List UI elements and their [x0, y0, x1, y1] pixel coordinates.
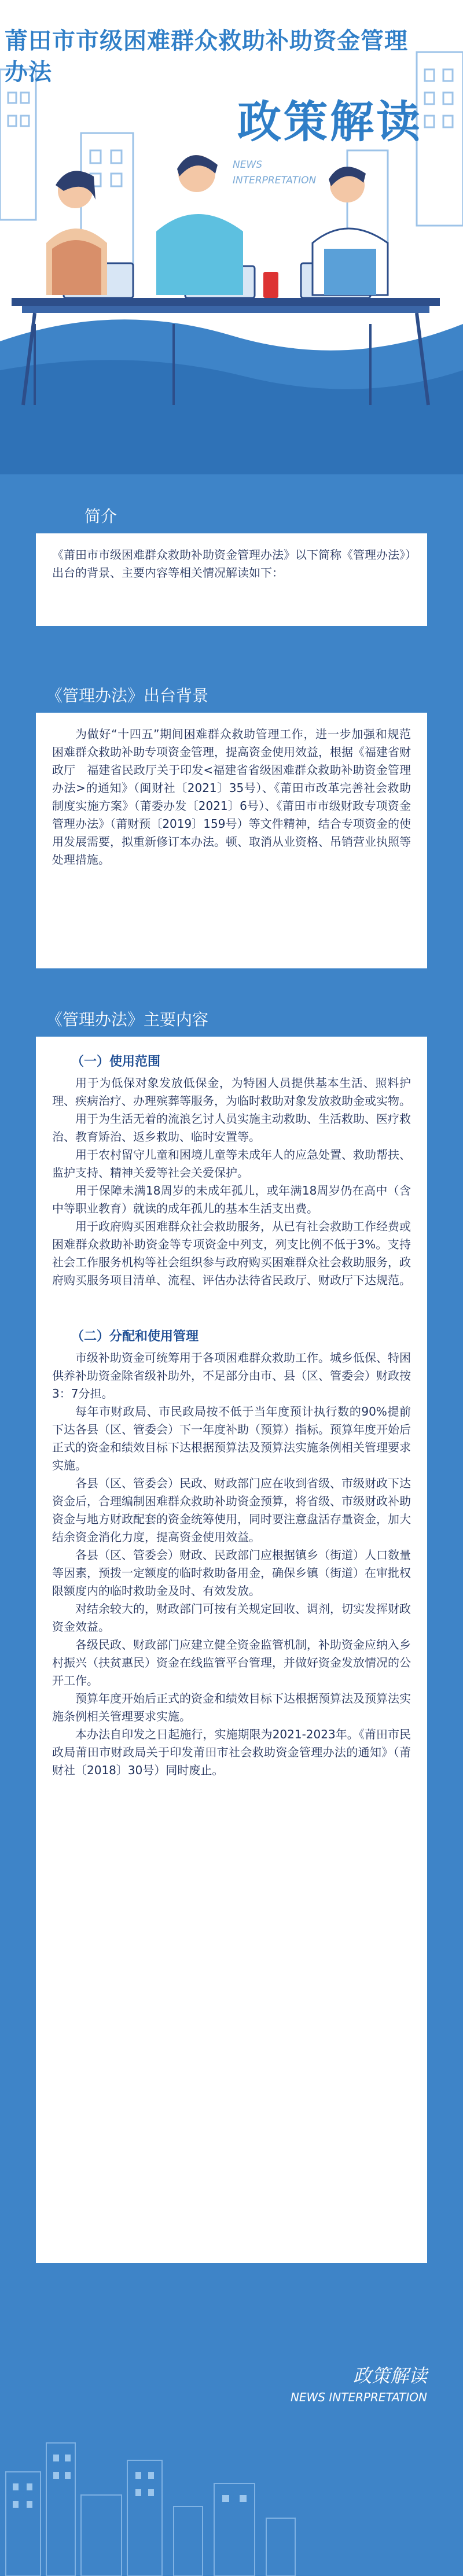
- intro-label: 简介: [36, 503, 170, 530]
- scope-paragraph: 用于保障未满18周岁的未成年孤儿，或年满18周岁仍在高中（含中等职业教育）就读的成年孤儿的基本生活支出费。: [52, 1184, 411, 1215]
- allocation-paragraph: 市级补助资金可统筹用于各项困难群众救助工作。城乡低保、特困供养补助资金除省级补助外，不足部分由市、县（区、管委会）财政按3：7分担。: [52, 1351, 411, 1401]
- headline-policy-interpretation: 政策解读: [237, 96, 422, 148]
- scope-paragraph: 用于为生活无着的流浪乞讨人员实施主动救助、生活救助、医疗救治、教育矫治、返乡救助、临时安置等。: [52, 1112, 411, 1144]
- background-label: 《管理办法》出台背景: [36, 683, 250, 709]
- footer-title: 政策解读: [352, 2365, 427, 2387]
- footer-skyline-illustration: [0, 2402, 463, 2576]
- allocation-paragraph: 各级民政、财政部门应建立健全资金监管机制，补助资金应纳入乡村振兴（扶贫惠民）资金在线监管平台管理，并做好资金发放情况的公开工作。: [52, 1638, 411, 1687]
- header-banner: [0, 0, 463, 474]
- main-content-card: [36, 1037, 427, 2263]
- allocation-paragraph: 每年市财政局、市民政局按不低于当年度预计执行数的90%提前下达各县（区、管委会）下一年度补助（预算）指标。预算年度开始后正式的资金和绩效目标下达根据预算法及预算法实施条例相关管理要求实施。: [52, 1405, 411, 1472]
- allocation-paragraph: 对结余较大的，财政部门可按有关规定回收、调剂，切实发挥财政资金效益。: [52, 1602, 411, 1634]
- subsection-title-allocation: （二）分配和使用管理: [71, 1329, 199, 1344]
- footer-caption: [291, 2363, 427, 2406]
- main-content-label: 《管理办法》主要内容: [36, 1007, 250, 1033]
- allocation-paragraph: 本办法自印发之日起施行，实施期限为2021-2023年。《莆田市民政局莆田市财政局关于印发莆田市社会救助资金管理办法的通知》（莆财社〔2018〕30号）同时废止。: [52, 1727, 411, 1777]
- scope-paragraph: 用于为低保对象发放低保金，为特困人员提供基本生活、照料护理、疾病治疗、办理殡葬等服务，为临时救助对象发放救助金或实物。: [52, 1076, 411, 1108]
- interpretation-word: INTERPRETATION: [233, 175, 317, 186]
- subsection-title-scope: （一）使用范围: [71, 1055, 161, 1069]
- section-spacer: [52, 1289, 411, 1324]
- intro-card: [36, 533, 427, 626]
- intro-text: 《莆田市市级困难群众救助补助资金管理办法》以下简称《管理办法》）出台的背景、主要内容等相关情况解读如下：: [52, 548, 411, 580]
- scope-paragraph: 用于政府购买困难群众社会救助服务，从已有社会救助工作经费或困难群众救助补助资金等专项资金中列支，列支比例不低于3%。支持社会工作服务机构等社会组织参与政府购买困难群众社会救助服务，政府购买服务项目清单、流程、评估办法待省民政厅、财政厅下达规范。: [52, 1219, 411, 1287]
- headline-english: [233, 157, 316, 189]
- page-title: 莆田市市级困难群众救助补助资金管理办法: [5, 28, 408, 86]
- news-word: NEWS: [233, 159, 263, 171]
- scope-paragraph: 用于农村留守儿童和困境儿童等未成年人的应急处置、救助帮扶、监护支持、精神关爱等社会关爱保护。: [52, 1148, 411, 1180]
- allocation-paragraph: 各县（区、管委会）民政、财政部门应在收到省级、市级财政下达资金后，合理编制困难群众救助补助资金预算，将省级、市级财政补助资金与地方财政配套的资金统筹使用，同时要注意盘活存量资金，加大结余资金消化力度，提高资金使用效益。: [52, 1476, 411, 1544]
- allocation-paragraph: 预算年度开始后正式的资金和绩效目标下达根据预算法及预算法实施条例相关管理要求实施。: [52, 1691, 411, 1723]
- background-text: 为做好“十四五”期间困难群众救助管理工作，进一步加强和规范困难群众救助补助专项资金管理，提高资金使用效益，根据《福建省财政厅 福建省民政厅关于印发<福建省省级困难群众救助补助资金管理办法>的通知》（闽财社〔2021〕35号）、《莆田市改革完善社会救助制度实施方案》（莆委办发〔2021〕6号）、《莆田市市级财政专项资金管理办法》（莆财预〔2019〕159号）等文件精神，结合专项资金的使用发展需要，拟重新修订本办法。顿、取消从业资格、吊销营业执照等处理措施。: [52, 727, 411, 867]
- allocation-paragraph: 各县（区、管委会）财政、民政部门应根据镇乡（街道）人口数量等因素，预拨一定额度的临时救助备用金，确保乡镇（街道）在审批权限额度内的临时救助金及时、有效发放。: [52, 1548, 411, 1598]
- footer-english: NEWS INTERPRETATION: [290, 2390, 427, 2404]
- background-card: [36, 713, 427, 968]
